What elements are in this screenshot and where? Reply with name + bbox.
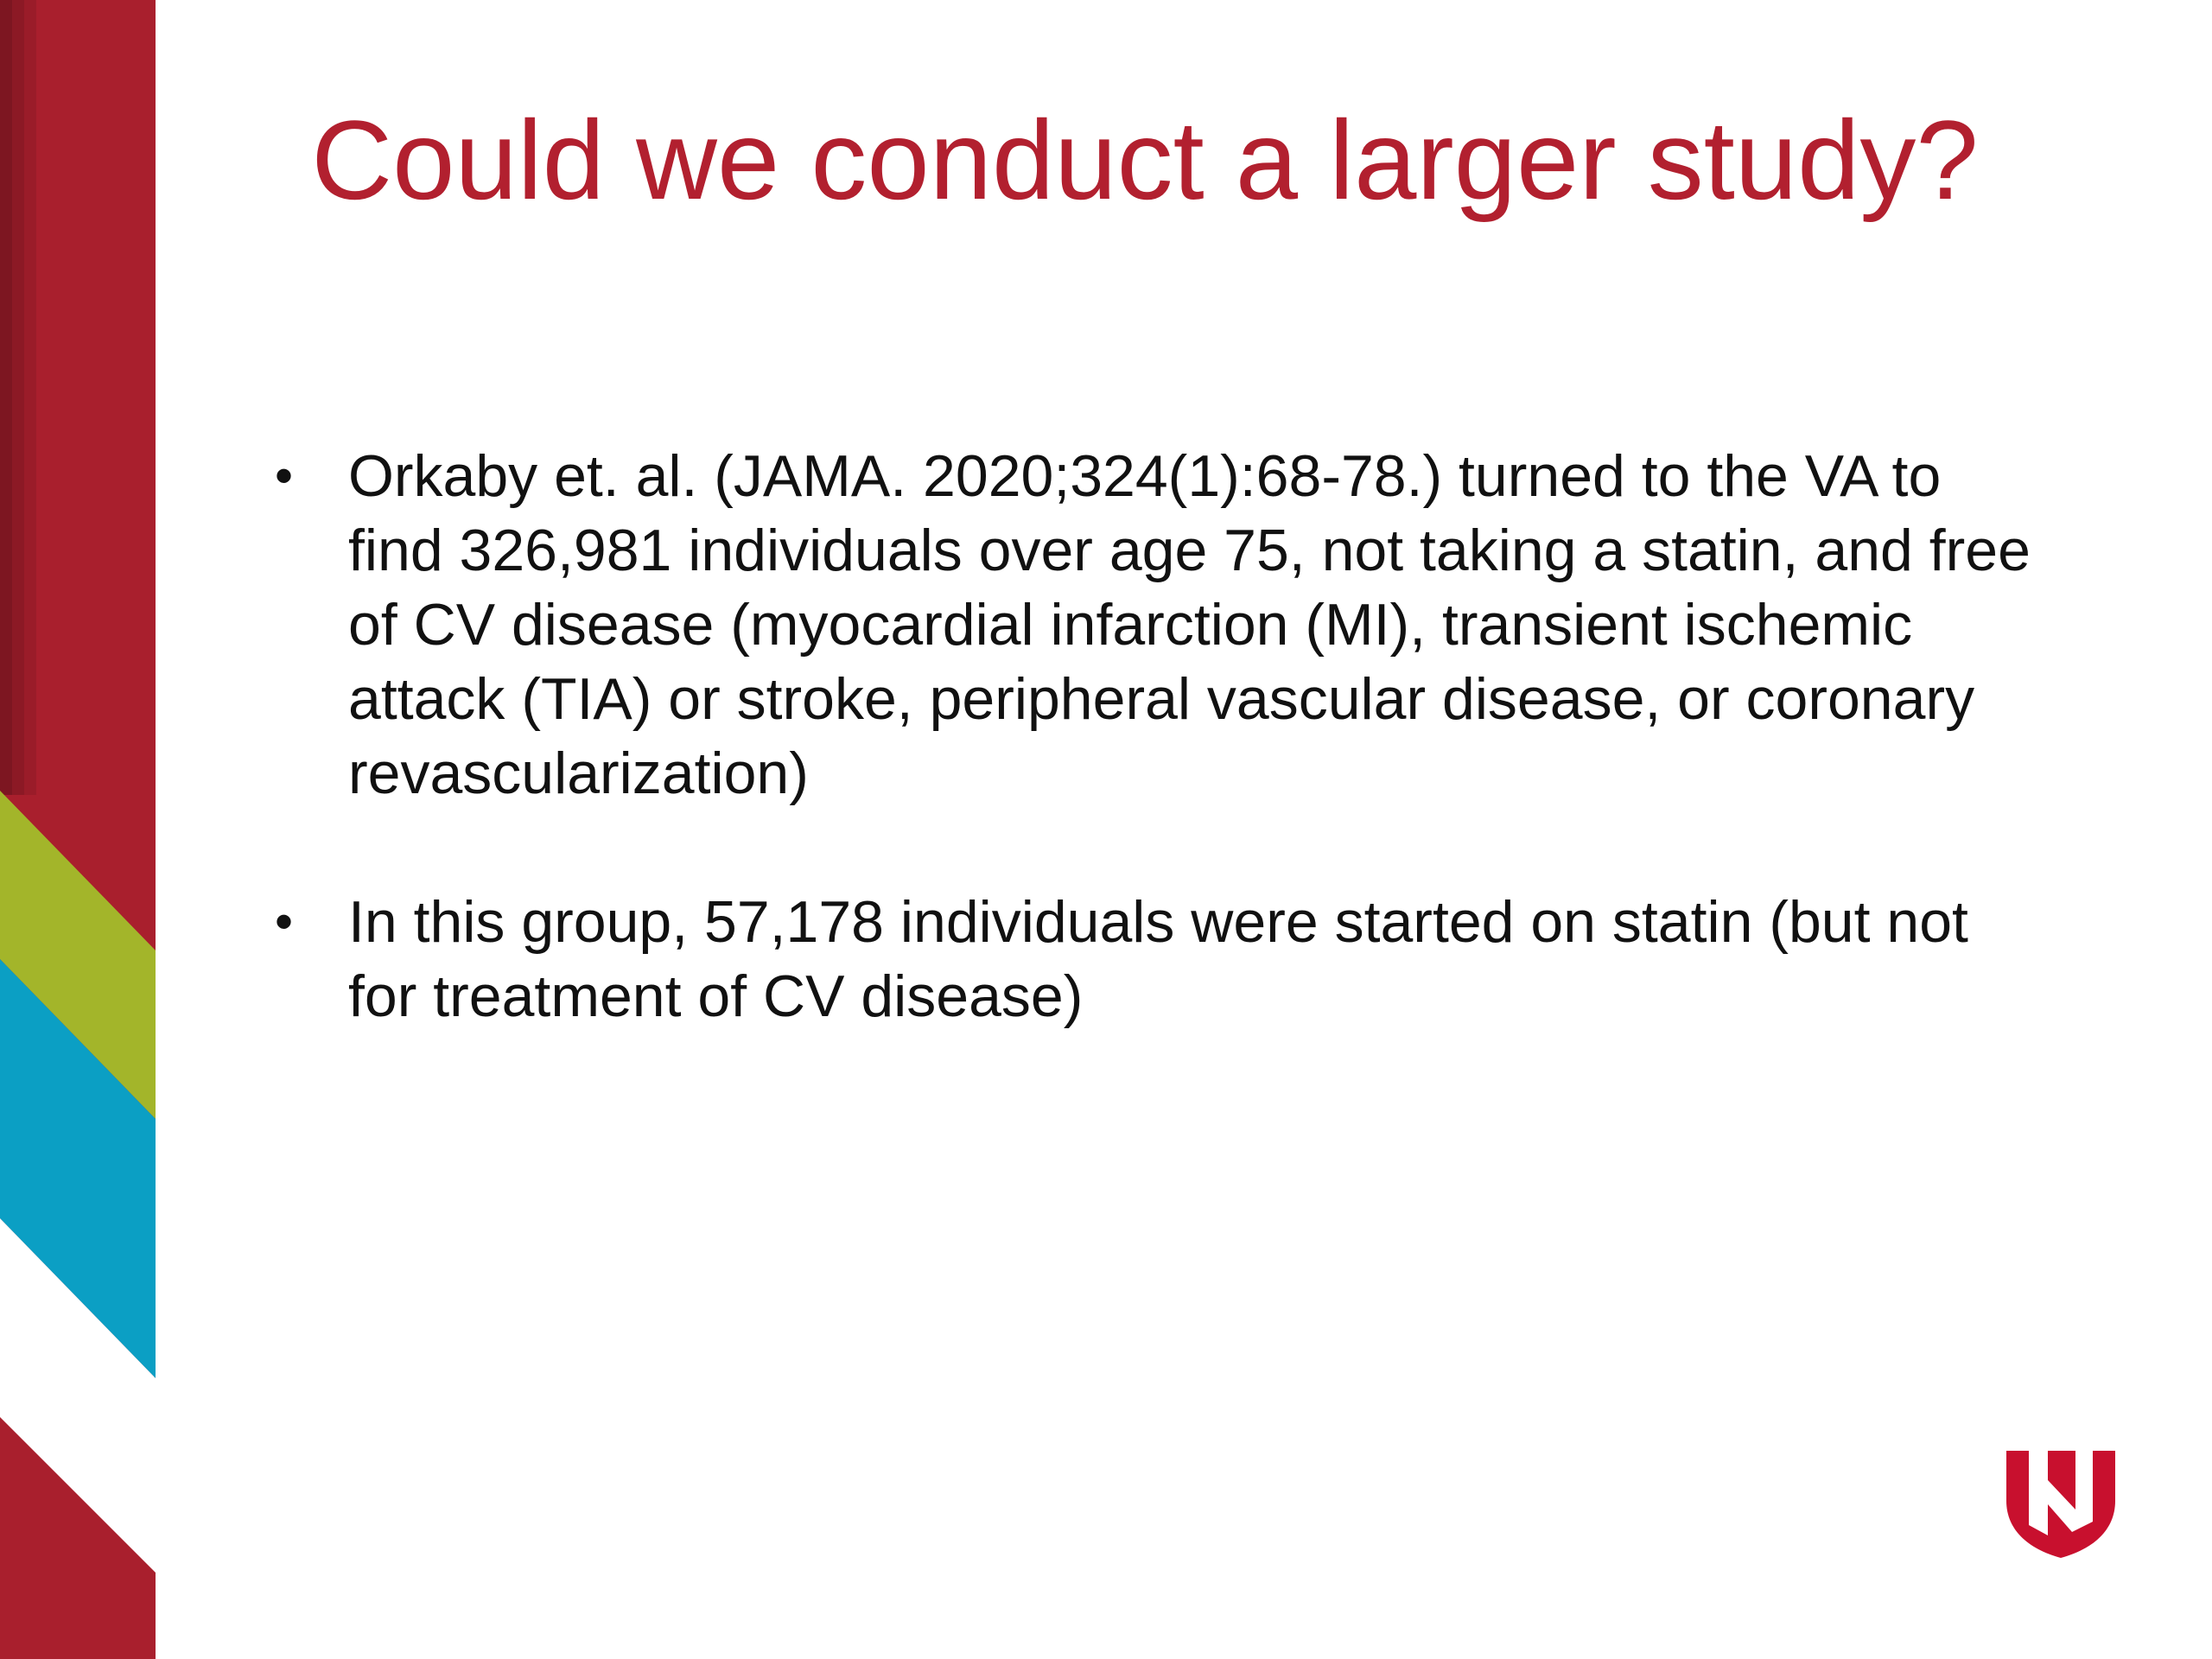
bullet-list [275,439,2037,1033]
bullet-item-statin-group [275,885,2037,1033]
band-dark-stripe-3 [24,0,36,795]
bullet-text: In this group, 57,178 individuals were started on statin (but not for treatment of CV disease) [348,889,1968,1029]
band-dark-stripe-1 [0,0,12,795]
band-dark-stripe-2 [12,0,24,795]
bullet-item-study-source [275,439,2037,810]
nebraska-n-shield-icon [2003,1447,2119,1560]
bullet-text: Orkaby et. al. (JAMA. 2020;324(1):68-78.) turned to the VA to find 326,981 individuals over age 75, not taking a statin, and free of CV disease (myocardial infarction (MI), transient ischemic attack (TIA) or stroke, peripheral vascular disease, or coronary revascularization) [348,443,2031,806]
bullet-marker: • [275,447,294,505]
bullet-marker: • [275,893,294,950]
slide-title: Could we conduct a larger study? [311,97,1979,223]
left-decorative-band [0,0,156,1659]
